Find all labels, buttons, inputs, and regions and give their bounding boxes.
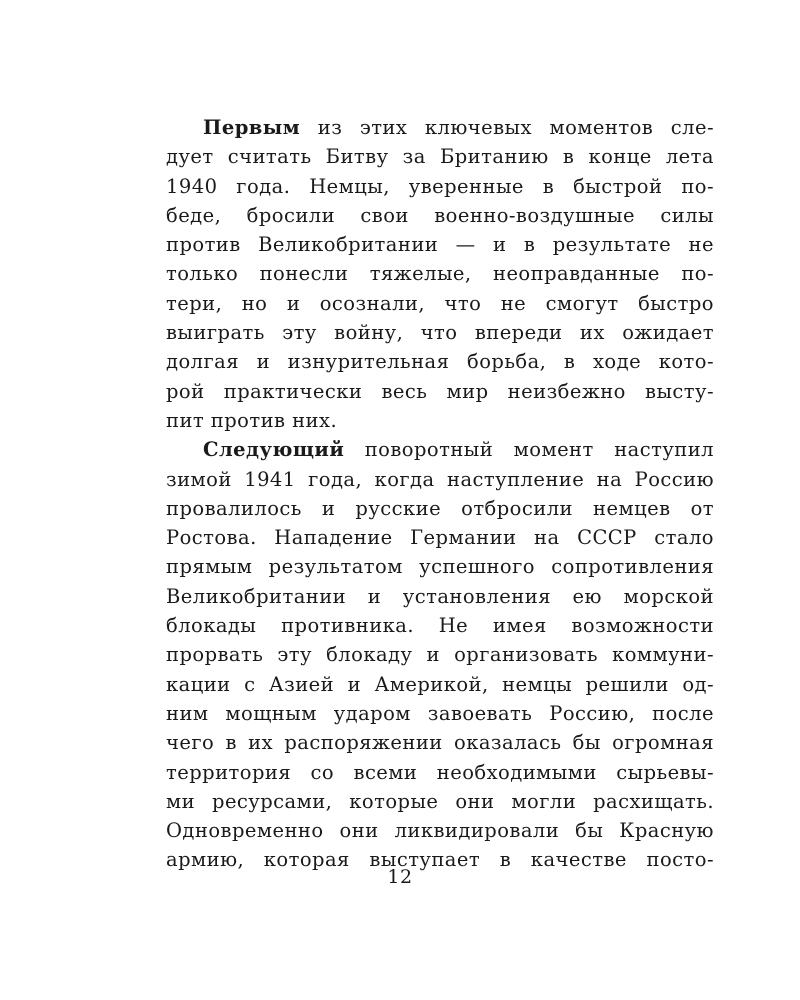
- lead-word: Первым: [203, 116, 301, 139]
- paragraph-line: Великобритании и установления ею морской: [166, 584, 714, 608]
- paragraph-line: территория со всеми необходимыми сырьевы-: [166, 760, 714, 784]
- paragraph-line: дует считать Битву за Британию в конце лета: [166, 145, 714, 169]
- paragraph-line: блокады противника. Не имея возможности: [166, 614, 714, 638]
- paragraph-line: рой практически весь мир неизбежно высту-: [166, 379, 714, 403]
- paragraph-line: только понесли тяжелые, неоправданные по-: [166, 262, 714, 286]
- paragraph-line: [166, 113, 714, 142]
- body-text: [166, 113, 714, 875]
- paragraph-line: долгая и изнурительная борьба, в ходе кото-: [166, 350, 714, 374]
- paragraph-line: пит против них.: [166, 408, 338, 432]
- paragraph-line: армию, которая выступает в качестве посто-: [166, 848, 714, 872]
- paragraph-line: зимой 1941 года, когда наступление на Россию: [166, 467, 714, 491]
- paragraph-line: прорвать эту блокаду и организовать коммуни-: [166, 643, 714, 667]
- paragraph-line: ним мощным ударом завоевать Россию, после: [166, 701, 714, 725]
- paragraph-line: ми ресурсами, которые они могли расхищать.: [166, 789, 714, 813]
- paragraph-next-turning-point: [166, 435, 714, 874]
- paragraph-line: выиграть эту войну, что впереди их ожидает: [166, 321, 714, 345]
- paragraph-line: Одновременно они ликвидировали бы Красную: [166, 819, 714, 843]
- paragraph-line: беде, бросили свои военно-воздушные силы: [166, 203, 714, 227]
- paragraph-line: Ростова. Нападение Германии на СССР стало: [166, 526, 714, 550]
- paragraph-line: 1940 года. Немцы, уверенные в быстрой по-: [166, 174, 714, 198]
- paragraph-line: чего в их распоряжении оказалась бы огромная: [166, 731, 714, 755]
- line-text: поворотный момент наступил: [344, 438, 714, 462]
- lead-word: Следующий: [203, 438, 345, 462]
- paragraph-line: тери, но и осознали, что не смогут быстро: [166, 291, 714, 315]
- paragraph-line: [166, 435, 714, 464]
- paragraph-first-turning-point: [166, 113, 714, 435]
- paragraph-line: провалилось и русские отбросили немцев от: [166, 496, 714, 520]
- paragraph-line: кации с Азией и Америкой, немцы решили од-: [166, 672, 714, 696]
- paragraph-line: против Великобритании — и в результате не: [166, 233, 714, 257]
- line-text: из этих ключевых моментов сле-: [300, 116, 714, 139]
- paragraph-line: прямым результатом успешного сопротивления: [166, 555, 714, 579]
- page-number: 12: [387, 866, 413, 888]
